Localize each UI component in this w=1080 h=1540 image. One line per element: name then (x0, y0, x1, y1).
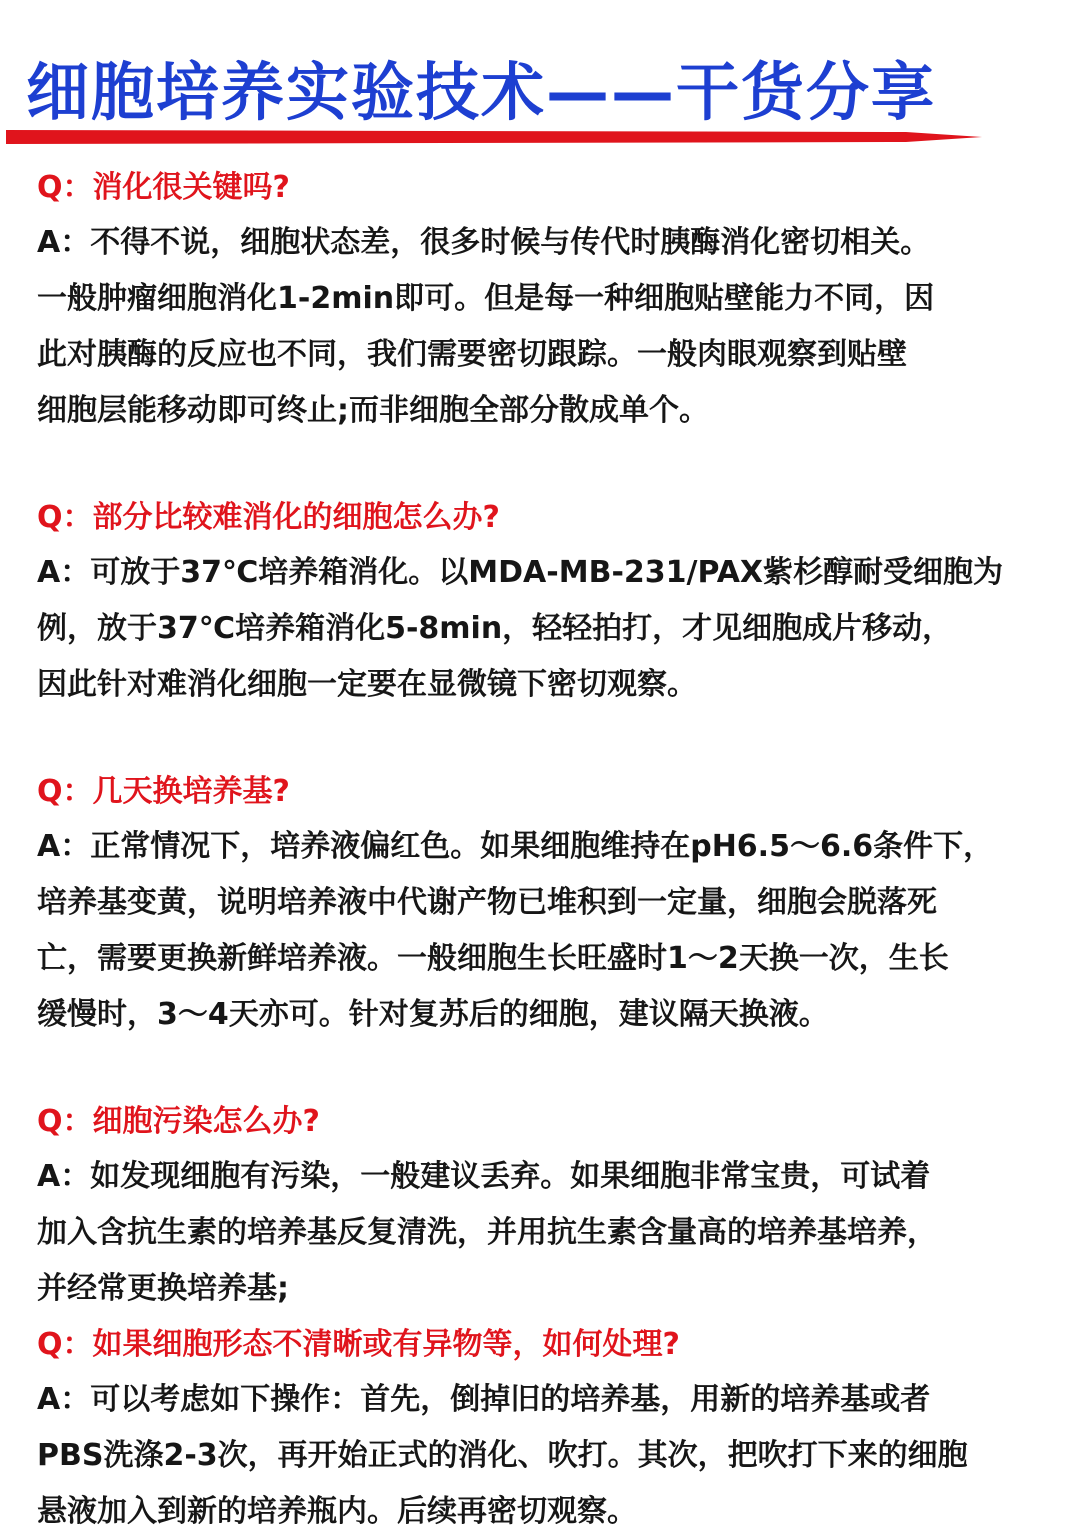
qa-block-hard-to-digest-cells (37, 490, 1057, 713)
answer-line: A：如发现细胞有污染，一般建议丢弃。如果细胞非常宝贵，可试着 (37, 1159, 931, 1194)
answer-line: A：不得不说，细胞状态差，很多时候与传代时胰酶消化密切相关。 (37, 225, 931, 260)
answer-text (37, 819, 1057, 1043)
answer-text (37, 215, 1057, 439)
qa-content (37, 160, 1057, 1540)
answer-text (37, 1372, 1057, 1540)
qa-block-digestion-importance (37, 160, 1057, 439)
question-text: Q：如果细胞形态不清晰或有异物等，如何处理? (37, 1327, 680, 1362)
answer-line: 细胞层能移动即可终止;而非细胞全部分散成单个。 (37, 393, 709, 428)
qa-block-medium-change-interval (37, 764, 1057, 1043)
answer-line: 并经常更换培养基; (37, 1271, 289, 1306)
page-title: 细胞培养实验技术——干货分享 (26, 56, 936, 129)
answer-line: PBS洗涤2-3次，再开始正式的消化、吹打。其次，把吹打下来的细胞 (37, 1438, 968, 1473)
answer-line: A：正常情况下，培养液偏红色。如果细胞维持在pH6.5～6.6条件下， (37, 829, 994, 864)
question-text: Q：细胞污染怎么办? (37, 1104, 320, 1139)
question-text: Q：部分比较难消化的细胞怎么办? (37, 500, 500, 535)
qa-block-unclear-morphology (37, 1317, 1057, 1540)
answer-line: 加入含抗生素的培养基反复清洗，并用抗生素含量高的培养基培养， (37, 1215, 937, 1250)
answer-line: 亡，需要更换新鲜培养液。一般细胞生长旺盛时1～2天换一次，生长 (37, 941, 949, 976)
answer-line: A：可以考虑如下操作：首先，倒掉旧的培养基，用新的培养基或者 (37, 1382, 931, 1417)
arrow-shape (6, 130, 982, 144)
answer-line: 悬液加入到新的培养瓶内。后续再密切观察。 (37, 1494, 637, 1529)
answer-line: A：可放于37℃培养箱消化。以MDA-MB-231/PAX紫杉醇耐受细胞为 (37, 555, 1004, 590)
qa-block-cell-contamination (37, 1094, 1057, 1317)
title-underline-arrow (6, 124, 982, 148)
answer-line: 因此针对难消化细胞一定要在显微镜下密切观察。 (37, 667, 697, 702)
answer-line: 例，放于37℃培养箱消化5-8min，轻轻拍打，才见细胞成片移动， (37, 611, 953, 646)
page-header (0, 0, 1080, 160)
answer-line: 此对胰酶的反应也不同，我们需要密切跟踪。一般肉眼观察到贴壁 (37, 337, 907, 372)
answer-text (37, 545, 1057, 713)
answer-text (37, 1149, 1057, 1317)
question-text: Q：几天换培养基? (37, 774, 290, 809)
question-text: Q：消化很关键吗? (37, 170, 290, 205)
answer-line: 一般肿瘤细胞消化1-2min即可。但是每一种细胞贴壁能力不同，因 (37, 281, 935, 316)
answer-line: 培养基变黄，说明培养液中代谢产物已堆积到一定量，细胞会脱落死 (37, 885, 937, 920)
answer-line: 缓慢时，3～4天亦可。针对复苏后的细胞，建议隔天换液。 (37, 997, 829, 1032)
